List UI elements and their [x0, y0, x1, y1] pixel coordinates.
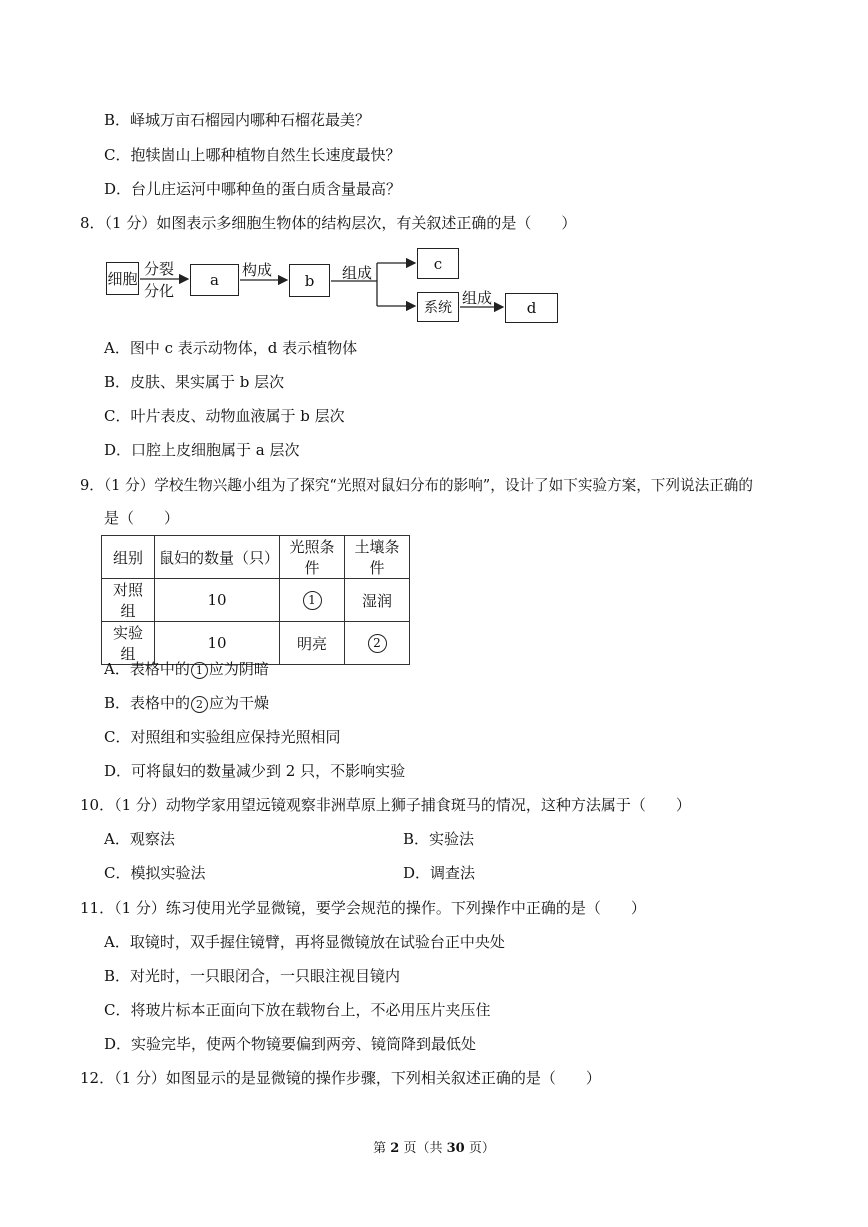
q9-stem-line2: 是（ ） [104, 509, 180, 527]
diagram-goucheng-label: 构成 [242, 261, 273, 279]
diagram-cell-box [106, 262, 139, 295]
table-cell [280, 579, 345, 622]
diagram-c-box [417, 248, 459, 279]
q9-option-a-post: 应为阴暗 [208, 660, 269, 678]
q10-option-b: B．实验法 [403, 830, 475, 848]
diagram-fenhua-label: 分化 [144, 282, 175, 300]
diagram-a-label: a [210, 271, 219, 289]
table-header-cell: 鼠妇的数量（只） [155, 536, 280, 579]
q9-option-c: C．对照组和实验组应保持光照相同 [104, 728, 341, 746]
q7-option-d: D．台儿庄运河中哪种鱼的蛋白质含量最高？ [104, 180, 402, 198]
table-cell: 对照组 [102, 579, 155, 622]
q9-option-a-pre: A．表格中的 [104, 660, 190, 678]
footer-mid: 页（共 [399, 1141, 447, 1156]
q7-option-c: C．抱犊崮山上哪种植物自然生长速度最快？ [104, 146, 401, 164]
q8-option-d: D．口腔上皮细胞属于 a 层次 [104, 441, 300, 459]
diagram-c-label: c [433, 254, 443, 273]
circled-number: 2 [191, 696, 208, 713]
q10-stem: 10．（1 分）动物学家用望远镜观察非洲草原上狮子捕食斑马的情况，这种方法属于（ ） [80, 796, 691, 814]
q8-option-c: C．叶片表皮、动物血液属于 b 层次 [104, 407, 345, 425]
footer-total-pages: 30 [446, 1141, 465, 1156]
footer-pre: 第 [373, 1141, 391, 1156]
diagram-b-label: b [304, 271, 315, 290]
q8-option-b: B．皮肤、果实属于 b 层次 [104, 373, 285, 391]
circled-number: 1 [191, 662, 208, 679]
table-cell: 10 [155, 622, 280, 665]
diagram-fenlie-label: 分裂 [144, 260, 175, 278]
q11-stem: 11．（1 分）练习使用光学显微镜，要学会规范的操作。下列操作中正确的是（ ） [80, 899, 646, 917]
table-cell [345, 622, 410, 665]
q8-option-a: A．图中 c 表示动物体，d 表示植物体 [104, 339, 358, 357]
diagram-zucheng1-label: 组成 [342, 264, 373, 282]
q11-option-b: B．对光时，一只眼闭合，一只眼注视目镜内 [104, 967, 401, 985]
diagram-d-box [505, 293, 558, 323]
q9-option-d: D．可将鼠妇的数量减少到 2 只，不影响实验 [104, 762, 406, 780]
q9-option-b-post: 应为干燥 [209, 694, 270, 712]
footer-post: 页） [464, 1141, 495, 1156]
diagram-d-label: d [526, 299, 537, 317]
q10-option-d: D．调查法 [403, 864, 476, 882]
diagram-cell-label: 细胞 [107, 270, 138, 288]
q8-stem: 8．（1 分）如图表示多细胞生物体的结构层次，有关叙述正确的是（ ） [80, 214, 577, 232]
table-cell: 10 [155, 579, 280, 622]
q10-option-c: C．模拟实验法 [104, 864, 206, 882]
q11-option-a: A．取镜时，双手握住镜臂，再将显微镜放在试验台正中央处 [104, 933, 505, 951]
q11-option-c: C．将玻片标本正面向下放在载物台上，不必用压片夹压住 [104, 1001, 491, 1019]
experiment-table [101, 535, 410, 665]
diagram-b-box [289, 264, 330, 297]
table-header-cell: 光照条件 [280, 536, 345, 579]
q11-option-d: D．实验完毕，使两个物镜要偏到两旁、镜筒降到最低处 [104, 1035, 477, 1053]
table-header-cell: 组别 [102, 536, 155, 579]
table-cell: 明亮 [280, 622, 345, 665]
diagram-a-box [190, 264, 239, 296]
q9-option-b [104, 693, 269, 713]
footer-page-number: 2 [390, 1141, 400, 1156]
q9-option-a [104, 659, 269, 679]
circled-number: 2 [368, 634, 387, 653]
table-header-row [102, 536, 410, 579]
q7-option-b: B．峄城万亩石榴园内哪种石榴花最美？ [104, 111, 371, 129]
table-row [102, 579, 410, 622]
q9-stem-line1: 9．（1 分）学校生物兴趣小组为了探究“光照对鼠妇分布的影响”，设计了如下实验方案，下列说法正确的 [80, 477, 753, 494]
diagram-system-box [417, 292, 459, 322]
q10-option-a: A．观察法 [104, 830, 175, 848]
table-cell: 湿润 [345, 579, 410, 622]
q12-stem: 12．（1 分）如图显示的是显微镜的操作步骤，下列相关叙述正确的是（ ） [80, 1069, 601, 1087]
diagram-zucheng2-label: 组成 [462, 289, 493, 307]
circled-number: 1 [303, 591, 322, 610]
table-cell: 实验组 [102, 622, 155, 665]
page-footer [0, 1137, 868, 1156]
q9-option-b-pre: B．表格中的 [104, 694, 191, 712]
table-header-cell: 土壤条件 [345, 536, 410, 579]
diagram-system-label: 系统 [424, 300, 452, 316]
